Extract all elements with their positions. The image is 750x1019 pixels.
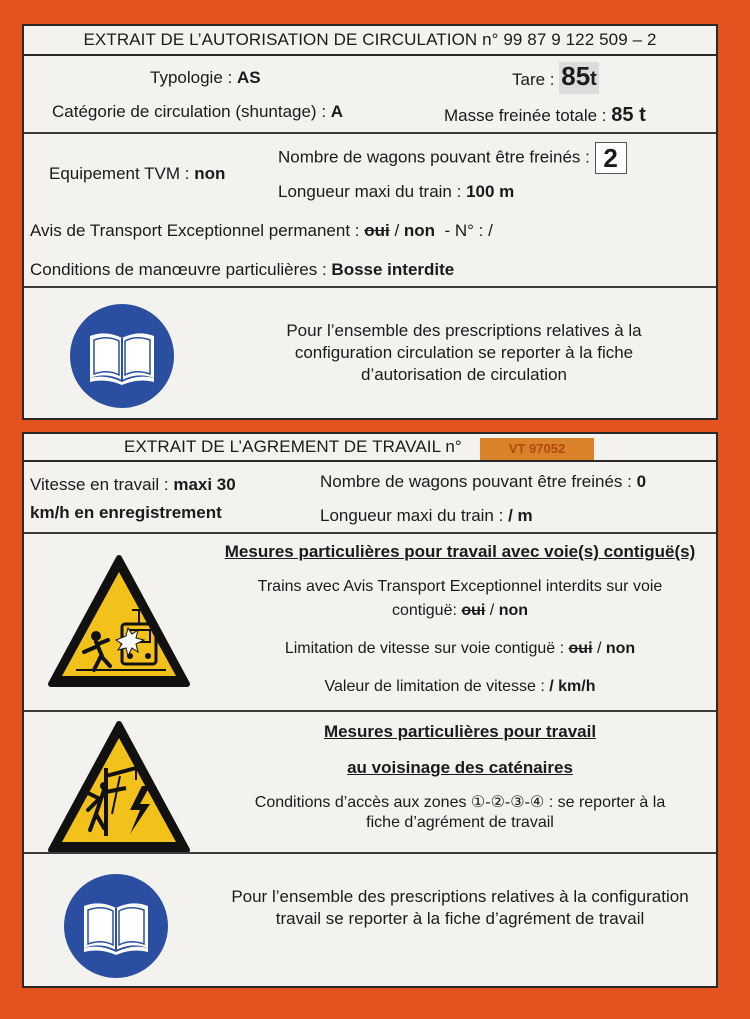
trains-oui: oui — [461, 602, 486, 619]
trains-avis-line2: contiguë: oui / non — [391, 602, 529, 619]
masse-freinee: Masse freinée totale : 85 t — [444, 104, 646, 126]
trains-non: non — [498, 602, 529, 619]
work-approval-header — [24, 434, 716, 462]
longueur-value: 100 m — [466, 182, 515, 201]
categorie: Catégorie de circulation (shuntage) : A — [52, 102, 344, 121]
typologie-value: AS — [236, 68, 261, 87]
vitesse-value: maxi 30 — [173, 475, 236, 494]
authorization-title: EXTRAIT DE L’AUTORISATION DE CIRCULATION n° 99 87 9 122 509 – 2 — [24, 26, 716, 56]
limitation-oui: oui — [568, 640, 593, 657]
categorie-value: A — [330, 102, 344, 121]
conditions-manoeuvre: Conditions de manœuvre particulières : Bosse interdite — [30, 260, 455, 279]
vitesse-enregistrement: km/h en enregistrement — [30, 503, 222, 522]
work-approval-panel — [22, 432, 718, 988]
avis-transport: Avis de Transport Exceptionnel permanent : oui / non - N° : / — [30, 221, 493, 240]
longueur-maxi: Longueur maxi du train : 100 m — [278, 182, 515, 201]
mesures-voie-contigue-title: Mesures particulières pour travail avec voie(s) contiguë(s) — [224, 542, 696, 561]
tvm-value: non — [194, 164, 226, 183]
valeur-limitation: Valeur de limitation de vitesse : / km/h — [324, 678, 596, 695]
typologie: Typologie : AS — [150, 68, 261, 87]
authorization-panel — [22, 24, 718, 420]
tvm: Equipement TVM : non — [49, 164, 226, 183]
wagons-travail-value: 0 — [636, 472, 647, 491]
conditions-acces-line2: fiche d’agrément de travail — [366, 814, 554, 831]
masse-value: 85 t — [611, 104, 646, 126]
valeur-value: / km/h — [549, 678, 596, 695]
longueur-travail-value: / m — [508, 506, 533, 525]
vitesse-travail: Vitesse en travail : maxi 30 — [30, 475, 236, 494]
divider — [24, 132, 716, 134]
wagons-value: 2 — [595, 142, 627, 174]
avis-non: non — [403, 221, 436, 240]
limitation-vitesse: Limitation de vitesse sur voie contiguë : oui / non — [284, 640, 636, 657]
longueur-travail: Longueur maxi du train : / m — [320, 506, 533, 525]
info-text-travail: Pour l’ensemble des prescriptions relatives à la configuration travail se reporter à la fiche d’agrément de travail — [231, 887, 689, 928]
conditions-value: Bosse interdite — [331, 260, 455, 279]
train-collision-warning-icon — [46, 552, 192, 692]
divider — [24, 852, 716, 854]
avis-oui: oui — [364, 221, 390, 240]
mesures-catenaires-title-line1: Mesures particulières pour travail — [323, 722, 597, 741]
electric-shock-warning-icon — [46, 718, 192, 858]
book-icon — [62, 872, 170, 980]
book-icon — [68, 302, 176, 410]
conditions-acces-line1: Conditions d’accès aux zones ①-②-③-④ : se reporter à la — [254, 794, 666, 811]
wagons-freines: Nombre de wagons pouvant être freinés : 2 — [278, 142, 627, 174]
tare-value: 85 — [561, 61, 591, 91]
divider — [24, 532, 716, 534]
wagons-freines-travail: Nombre de wagons pouvant être freinés : 0 — [320, 472, 647, 491]
divider — [24, 710, 716, 712]
limitation-non: non — [605, 640, 636, 657]
divider — [24, 286, 716, 288]
work-approval-number: VT 97052 — [480, 438, 594, 460]
mesures-catenaires-title-line2: au voisinage des caténaires — [347, 758, 573, 777]
trains-avis-line1: Trains avec Avis Transport Exceptionnel interdits sur voie — [257, 578, 663, 595]
work-approval-title: EXTRAIT DE L’AGREMENT DE TRAVAIL n° — [124, 437, 462, 456]
info-text-circulation: Pour l’ensemble des prescriptions relatives à la configuration circulation se reporter à la fiche d’autorisation de circulation — [286, 321, 642, 384]
tare: Tare : 85t — [512, 62, 599, 94]
